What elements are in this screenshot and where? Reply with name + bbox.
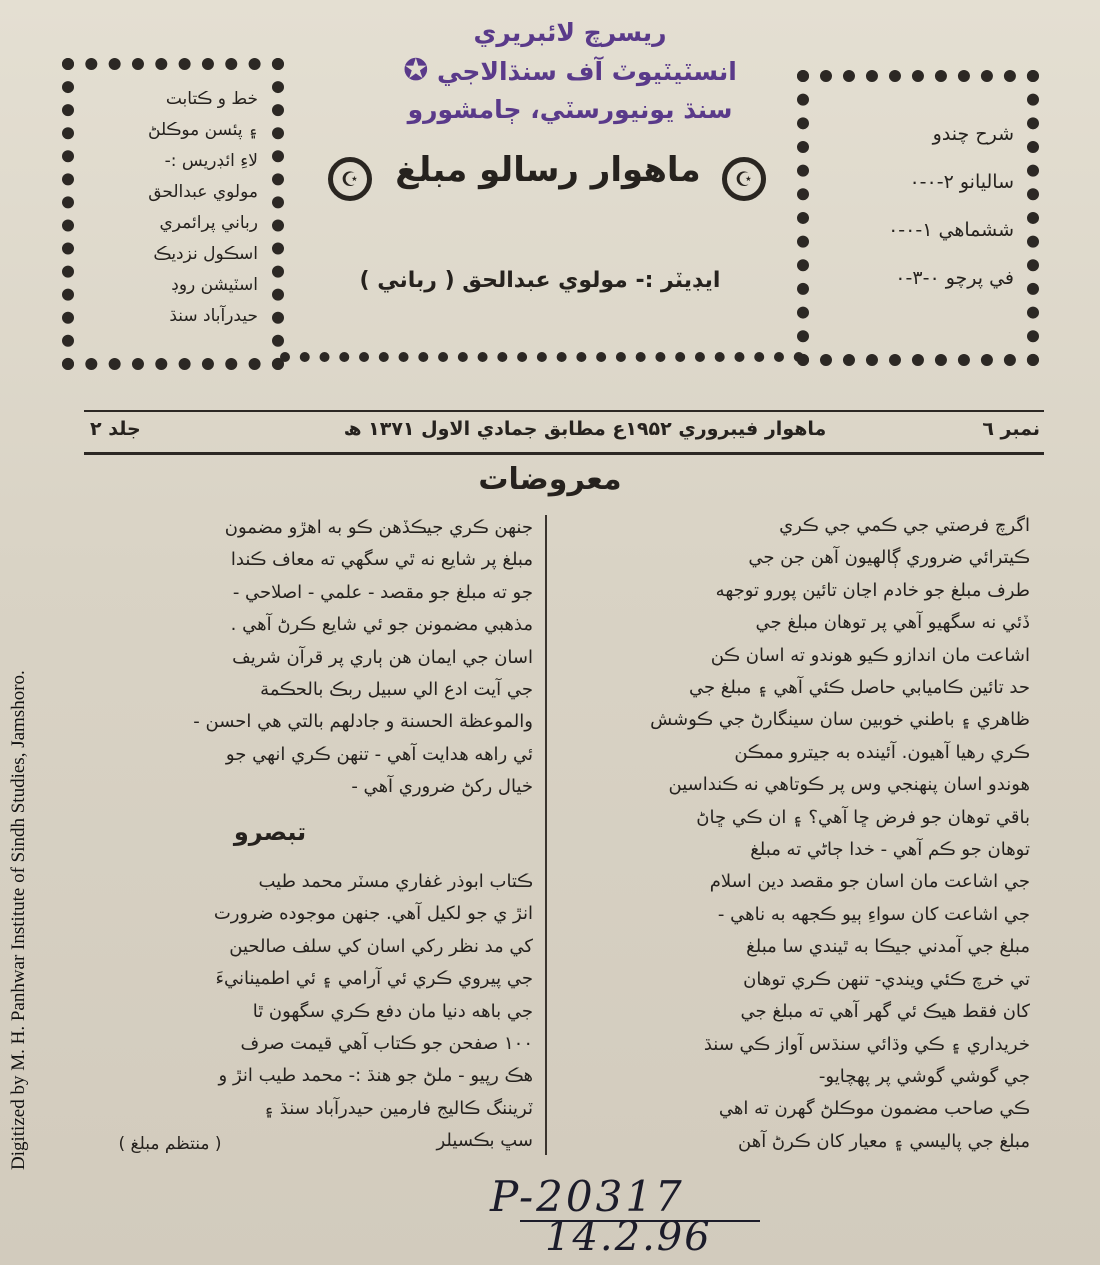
text-line: مبلغ پر شايع نه ٿي سگهي ته معاف ڪندا [230,549,533,571]
column-divider [545,515,547,1155]
text-line: هڪ رپيو - ملڻ جو هنڌ :- محمد طيب انڙ و [218,1065,533,1087]
text-line: مبلغ جي پاليسي ۽ معيار کان ڪرڻ آهن [738,1130,1030,1152]
text-line: خيال رکڻ ضروري آهي - [351,776,533,798]
subscription-line: في پرچو ۰-۳-۰ [895,267,1014,289]
text-line: توهان جو ڪم آهي - خدا ڄاڻي ته مبلغ [750,839,1030,861]
text-line: ڪيترائي ضروري ڳالهيون آهن جن جي [748,547,1030,569]
subscription-line: شرح چندو [932,123,1014,145]
address-line: اسڪول نزديڪ [153,244,258,264]
issue-volume: جلد ۲ [90,418,141,440]
text-line: ظاهري ۽ باطني خوبين سان سينگارڻ جي ڪوشش [650,709,1030,731]
text-line: ڪتاب ابوذر غفاري مسٽر محمد طيب [258,871,533,892]
text-line: تي خرچ ڪئي ويندي- تنهن ڪري توهان [743,968,1030,990]
text-line: خريداري ۽ ڪي وڌائي سنڌس آواز ڪي سنڌ [703,1033,1030,1055]
review-heading: تبصرو [233,818,307,846]
issue-date: ماهوار فيبروري ۱۹۵۲ع مطابق جمادي الاول ۱۳۷۱ ھ [343,418,827,440]
text-line: جي آيت ادع الي سبيل ربڪ بالحڪمة [260,679,533,701]
address-line: حيدرآباد سنڌ [169,306,258,326]
text-line: حد تائين ڪاميابي حاصل ڪئي آهي ۽ مبلغ جي [688,677,1030,699]
text-line: طرف مبلغ جو خادم اڃان تائين پورو توجهه [715,579,1030,601]
handwritten-date: 14.2.96 [545,1214,712,1260]
issue-number: نمبر ٦ [982,418,1040,440]
address-box [88,84,258,332]
address-line: ۽ پئسن موڪلڻ [148,120,258,140]
text-line: اسان جي ايمان هن ٻاري پر قرآن شريف [232,646,533,668]
review-column-text [55,866,533,1158]
address-line: مولوي عبدالحق [148,182,258,202]
text-line: جي پيروي ڪري ئي آرامي ۽ ئي اطمينانيءَ [215,968,533,990]
handwritten-accession-number: P-20317 [490,1172,685,1221]
address-line: خط و ڪتابت [165,89,258,109]
divider-rule [84,452,1044,455]
right-column-text [560,510,1030,1158]
text-line: ڪي صاحب مضمون موڪلڻ گهرن ته اهي [718,1098,1030,1120]
subscription-line: ساليانو ۲-۰-۰ [909,171,1014,193]
stamp-line-1: ريسرچ لائبريري [473,18,667,47]
section-title: معروضات [478,462,622,497]
crescent-star-emblem-icon: ☪ [722,157,766,201]
star-icon: ✪ [403,53,429,88]
address-line: رباني پرائمري [159,213,258,233]
ornament-border-bottom [280,352,804,362]
text-line: ڏئي نه سگهيو آهي پر توهان مبلغ جي [755,612,1030,634]
text-line: مبلغ جي آمدني جيڪا به ٿيندي سا مبلغ [746,936,1030,958]
stamp-line-2 [380,52,760,91]
stamp-line-3: سنڌ يونيورسٽي، ڄامشورو [407,95,733,124]
text-line: جو ته مبلغ جو مقصد - علمي - اصلاحي - [232,581,533,603]
crescent-star-emblem-icon: ☪ [328,157,372,201]
address-line: لاءِ ائڊريس :- [164,151,258,171]
text-line: مذهبي مضمونن جو ئي شايع ڪرڻ آهي . [230,614,533,636]
divider-rule [84,410,1044,412]
subscription-box [824,110,1014,302]
text-line: کي مد نظر رکي اسان کي سلف صالحين [229,935,533,957]
text-line: اشاعت مان اندازو ڪيو هوندو ته اسان ڪن [710,644,1030,666]
editor-line: ايڊيٽر :- مولوي عبدالحق ( رباني ) [359,268,721,293]
address-line: اسٽيشن روڊ [171,275,258,295]
text-line: جي اشاعت کان سواءِ ٻيو ڪجهه به ناهي - [717,903,1030,925]
text-line: کان فقط هيڪ ئي گهر آهي ته مبلغ جي [740,1001,1030,1023]
text-line: جي گوشي گوشي پر پهچايو- [818,1065,1030,1087]
text-line: ئي راهه هدايت آهي - تنهن ڪري انهي جو [225,743,533,765]
stamp-line-2-text: انسٽيٽيوٽ آف سنڌالاجي [437,57,737,86]
text-line: انڙ ي جو لکيل آهي. جنهن موجوده ضرورت [213,903,533,925]
text-line: هوندو اسان پنهنجي وس پر ڪوتاهي نه ڪنداسين [668,774,1030,796]
text-line: جنهن ڪري جيڪڏهن ڪو به اهڙو مضمون [224,517,533,538]
digitization-credit: Digitized by M. H. Panhwar Institute of Sindh Studies, Jamshoro. [8,670,29,1170]
text-line: ٽريننگ ڪاليج فارمين حيدرآباد سنڌ ۽ [263,1097,533,1119]
magazine-title: ماهوار رسالو مبلغ [395,150,701,190]
library-stamp [380,14,760,129]
text-line: جي باهه دنيا مان دفع ڪري سگهون ٿا [252,1000,533,1022]
text-line: سڀ بڪسيلر [436,1130,533,1152]
text-line: اگرچ فرصتي جي ڪمي جي ڪري [779,515,1030,536]
text-line: ۱۰۰ صفحن جو ڪتاب آهي قيمت صرف [240,1033,533,1055]
text-line: جي اشاعت مان اسان جو مقصد دين اسلام [709,871,1030,893]
text-line: والموعظة الحسنة و جادلهم بالتي هي احسن - [193,711,533,733]
subscription-line: ششماهي ۱-۰-۰ [888,219,1014,241]
text-line: باقي توهان جو فرض ڇا آهي؟ ۽ ان ڪي ڇاڻ [696,806,1030,828]
review-signature: ( منتظم مبلغ ) [118,1134,222,1154]
left-column-text [55,512,533,804]
text-line: ڪري رهيا آهيون. آئينده به جيترو ممڪن [734,741,1030,763]
